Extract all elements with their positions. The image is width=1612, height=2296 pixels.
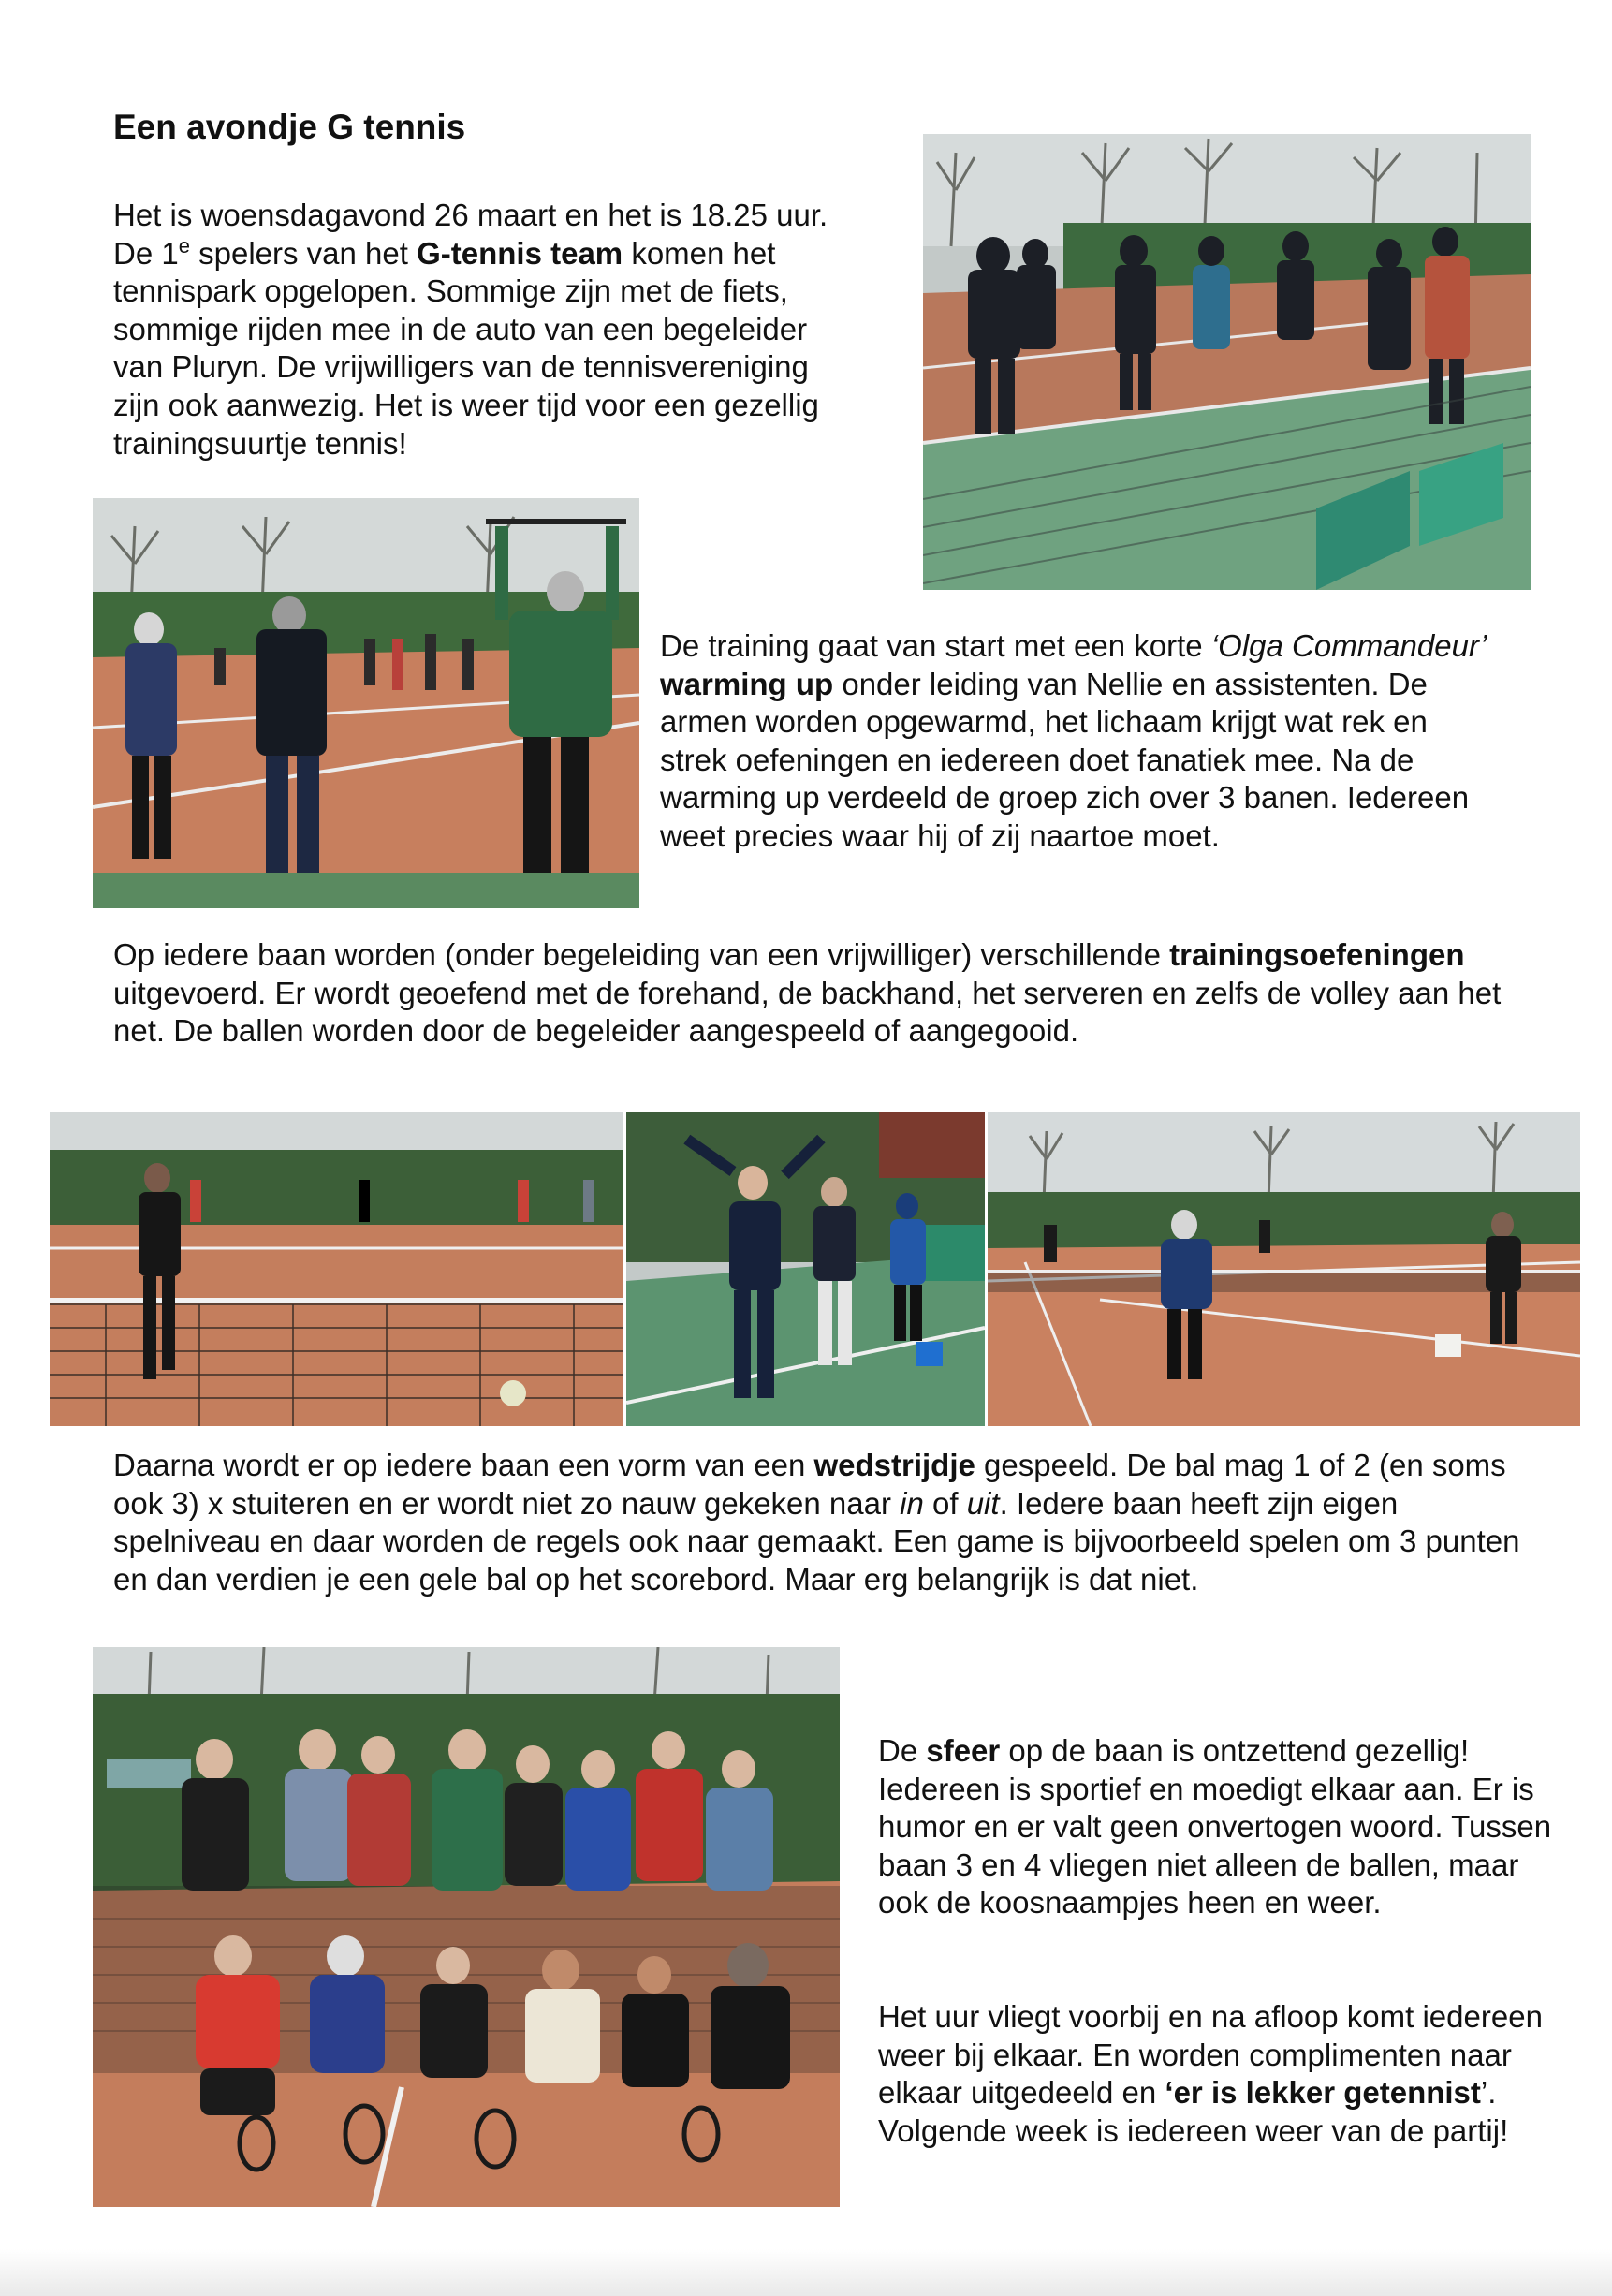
- text-run: sfeer: [926, 1733, 1001, 1768]
- page-bottom-edge: [0, 2249, 1612, 2296]
- photo-group: [93, 1647, 840, 2207]
- match-paragraph: Daarna wordt er op iedere baan een vorm van een wedstrijdje gespeeld. De bal mag 1 of 2 (en soms ook 3) x stuiteren en er wordt niet zo nauw gekeken naar in of uit. Iedere baan heeft zijn eigen spelniveau en daar worden de regels ook naar gemaakt. Een game is bijvoorbeeld spelen om 3 punten en dan verdien je een gele bal op het scorebord. Maar erg belangrijk is dat niet.: [113, 1448, 1520, 1597]
- photo-players-arriving: [923, 134, 1531, 590]
- text-run: uit: [966, 1485, 1000, 1521]
- photo-cheering-player: [626, 1112, 985, 1426]
- text-run: trainingsoefeningen: [1169, 937, 1465, 972]
- photo-rally-practice: [988, 1112, 1580, 1426]
- text-run: e: [178, 233, 190, 258]
- page-title: Een avondje G tennis: [113, 108, 466, 146]
- closing-paragraph: Het uur vliegt voorbij en na afloop komt iedereen weer bij elkaar. En worden complimenten naar elkaar uitgedeeld en ‘er is lekker getennist’. Volgende week is iedereen weer van de partij!: [878, 1999, 1543, 2148]
- text-run: G-tennis team: [417, 235, 623, 271]
- text-run: in: [900, 1485, 924, 1521]
- photo-warming-up: [93, 498, 639, 908]
- atmosphere-paragraph: De sfeer op de baan is ontzettend gezellig! Iedereen is sportief en moedigt elkaar aan. Er is humor en er valt geen onvertogen woord. Tussen baan 3 en 4 vliegen niet alleen de ballen, maar ook de koosnaampjes heen en weer.: [878, 1733, 1552, 1921]
- text-run: ‘Olga Commandeur’: [1210, 628, 1487, 663]
- text-run: wedstrijdje: [813, 1448, 975, 1482]
- warming-up-paragraph: De training gaat van start met een korte ‘Olga Commandeur’ warming up onder leiding van Nellie en assistenten. De armen worden opgewarmd, het lichaam krijgt wat rek en strek oefeningen en iedereen doet fanatiek mee. Na de warming up verdeeld de groep zich over 3 banen. Iedereen weet precies waar hij of zij naartoe moet.: [660, 628, 1487, 853]
- training-paragraph: Op iedere baan worden (onder begeleiding van een vrijwilliger) verschillende trainingsoefeningen uitgevoerd. Er wordt geoefend met de forehand, de backhand, het serveren en zelfs de volley aan het net. De ballen worden door de begeleider aangespeeld of aangegooid.: [113, 937, 1502, 1049]
- intro-paragraph: Het is woensdagavond 26 maart en het is 18.25 uur. De 1e spelers van het G-tennis team komen het tennispark opgelopen. Sommige zijn met de fiets, sommige rijden mee in de auto van een begeleider van Pluryn. De vrijwilligers van de tennisvereniging zijn ook aanwezig. Het is weer tijd voor een gezellig trainingsuurtje tennis!: [113, 198, 828, 461]
- photo-net-practice: [50, 1112, 623, 1426]
- text-run: warming up: [660, 666, 834, 701]
- text-run: ‘er is lekker getennist: [1165, 2075, 1481, 2111]
